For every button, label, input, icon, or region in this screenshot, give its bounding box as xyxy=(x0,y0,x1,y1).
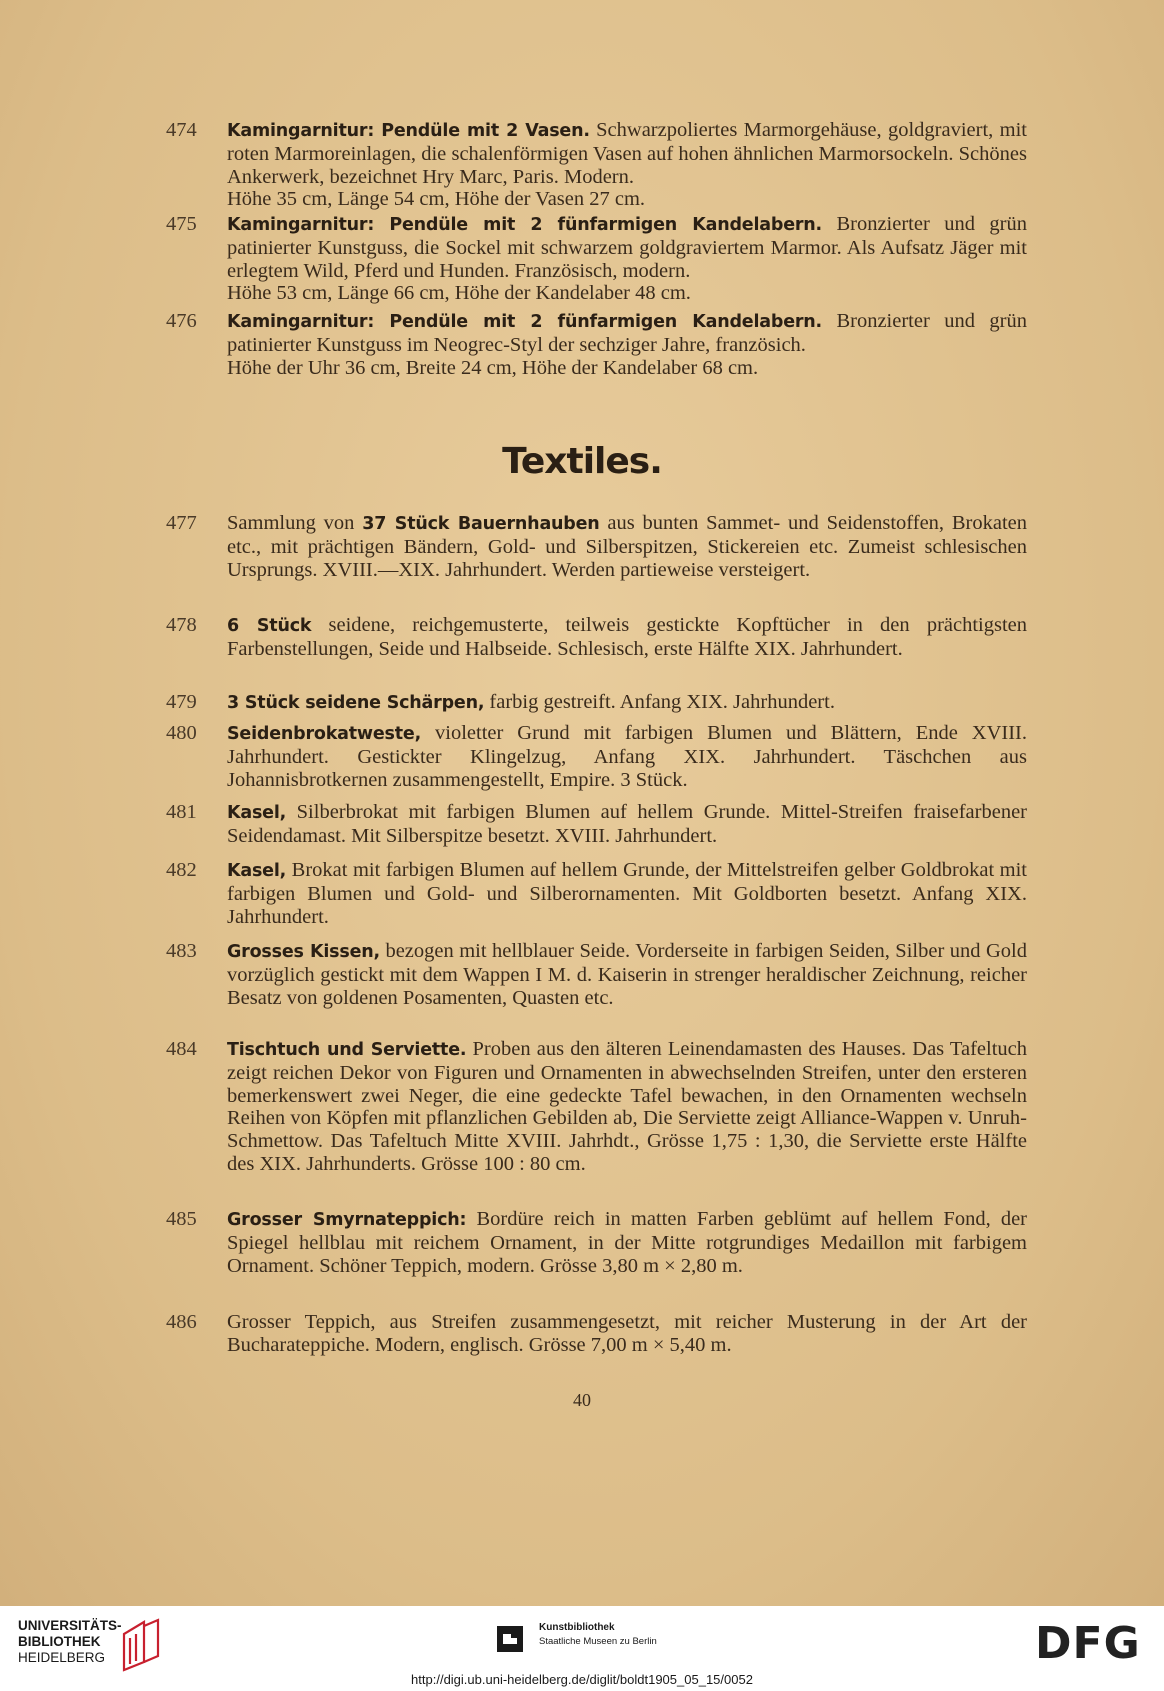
entry-number: 484 xyxy=(166,1038,197,1060)
entry-lead: Seidenbrokatweste, xyxy=(227,724,422,744)
entry-text: Bordüre reich in matten Farben geblümt auf hellem Fond, der Spiegel hellblau mit reichem Ornament, in der Mitte rotgrundiges Medaillon mit farbigem Ornament. Schöner Teppich, modern. Grösse 3,80 m × 2,80 m. xyxy=(227,1208,1028,1277)
entry-text: aus bunten Sammet- und Seidenstoffen, Brokaten etc., mit prächtigen Bändern, Gold- und Silberspitzen, Stickereien etc. Zumeist schlesischen Ursprungs. XVIII.—XIX. Jahrhundert. Werden partieweise versteigert. xyxy=(227,512,1028,581)
catalog-entry xyxy=(166,859,1028,928)
entry-number: 478 xyxy=(166,614,197,636)
catalog-entry xyxy=(166,1038,1028,1176)
digitization-footer xyxy=(0,1606,1164,1691)
catalog-entry xyxy=(166,1208,1028,1277)
entry-dimensions: Höhe der Uhr 36 cm, Breite 24 cm, Höhe der Kandelaber 68 cm. xyxy=(227,356,759,379)
entry-number: 481 xyxy=(166,801,197,823)
entry-number: 482 xyxy=(166,859,197,881)
page-number: 40 xyxy=(573,1390,591,1410)
catalog-entry xyxy=(166,801,1028,848)
entry-lead: Grosser Smyrnateppich: xyxy=(227,1210,467,1230)
source-url[interactable]: http://digi.ub.uni-heidelberg.de/diglit/boldt1905_05_15/0052 xyxy=(411,1672,753,1687)
museum-name-line: Kunstbibliothek xyxy=(539,1622,615,1633)
museum-logo-icon xyxy=(497,1626,523,1652)
entry-number: 483 xyxy=(166,940,197,962)
entry-text: Brokat mit farbigen Blumen auf hellem Grunde, der Mittelstreifen gelber Goldbrokat mit farbigen Blumen und Gold- und Silberornamenten. Mit Goldborten besetzt. Anfang XIX. Jahrhundert. xyxy=(227,859,1028,928)
entry-lead: Kamingarnitur: Pendüle mit 2 fünfarmigen Kandelabern. xyxy=(227,312,822,332)
section-heading: Textiles. xyxy=(502,441,662,482)
entry-number: 477 xyxy=(166,512,197,534)
entry-text: Bronzierter und grün patinierter Kunstguss, die Sockel mit schwarzem goldgraviertem Marmor. Als Aufsatz Jäger mit erlegtem Wild, Pferd und Hunden. Französisch, modern. xyxy=(227,213,1028,282)
entry-lead: 6 Stück xyxy=(227,616,312,636)
entry-lead: Grosses Kissen, xyxy=(227,942,380,962)
catalog-entry xyxy=(166,119,1027,211)
catalog-entry xyxy=(166,722,1028,791)
entry-lead: Tischtuch und Serviette. xyxy=(227,1040,467,1060)
catalog-entry xyxy=(166,691,1027,715)
entry-number: 476 xyxy=(166,310,197,332)
dfg-logo: DFG xyxy=(1035,1618,1141,1669)
museum-name-line: Staatliche Museen zu Berlin xyxy=(539,1636,657,1647)
entry-text: Bronzierter und grün patinierter Kunstguss im Neogrec-Styl der sechziger Jahre, französich. xyxy=(227,310,1028,356)
catalog-entry xyxy=(166,614,1028,661)
entry-pretext: Sammlung von xyxy=(227,512,355,534)
entry-number: 475 xyxy=(166,213,197,235)
entry-text: bezogen mit hellblauer Seide. Vorderseite in farbigen Seiden, Silber und Gold vorzüglich gestickt mit dem Wappen I M. d. Kaiserin in strenger heraldischer Zeichnung, reicher Besatz von goldenen Posamenten, Quasten etc. xyxy=(227,940,1027,1009)
entry-text: Silberbrokat mit farbigen Blumen auf hellem Grunde. Mittel-Streifen fraisefarbener Seidendamast. Mit Silberspitze besetzt. XVIII. Jahrhundert. xyxy=(227,801,1028,847)
library-name xyxy=(18,1618,122,1666)
entry-lead: Kamingarnitur: Pendüle mit 2 Vasen. xyxy=(227,121,590,141)
entry-number: 480 xyxy=(166,722,197,744)
entry-text: Grosser Teppich, aus Streifen zusammengesetzt, mit reicher Musterung in der Art der Bucharateppiche. Modern, englisch. Grösse 7,00 m × 5,40 m. xyxy=(227,1311,1027,1356)
library-name-line: BIBLIOTHEK xyxy=(18,1634,101,1649)
museum-name xyxy=(539,1621,657,1649)
entry-lead: Kasel, xyxy=(227,803,287,823)
entry-number: 485 xyxy=(166,1208,197,1230)
catalog-entry xyxy=(166,310,1028,379)
entry-text: Proben aus den älteren Leinendamasten des Hauses. Das Tafeltuch zeigt reichen Dekor von Figuren und Ornamenten in abwechselnden Streifen, unter den ersteren bemerkenswert zwei Neger, die eine gedeckte Tafel bewachen, in den Ornamenten wechseln Reihen von Köpfen mit pflanzlichen Gebilden ab, Die Serviette zeigt Alliance-Wappen v. Unruh-Schmettow. Das Tafeltuch Mitte XVIII. Jahrhdt., Grösse 1,75 : 1,30, die Serviette erste Hälfte des XIX. Jahrhunderts. Grösse 100 : 80 cm. xyxy=(227,1038,1028,1175)
library-name-line: UNIVERSITÄTS- xyxy=(18,1618,122,1633)
entry-lead: Kasel, xyxy=(227,861,287,881)
entry-text: farbig gestreift. Anfang XIX. Jahrhundert. xyxy=(489,691,835,713)
entry-dimensions: Höhe 53 cm, Länge 66 cm, Höhe der Kandelaber 48 cm. xyxy=(227,282,691,305)
entry-number: 474 xyxy=(166,119,197,141)
entry-text: violetter Grund mit farbigen Blumen und Blättern, Ende XVIII. Jahrhundert. Gestickter Klingelzug, Anfang XIX. Jahrhundert. Täschchen aus Johannisbrotkernen zusammengestellt, Empire. 3 Stück. xyxy=(227,722,1028,791)
entry-number: 479 xyxy=(166,691,197,713)
catalog-entry xyxy=(166,213,1028,305)
entry-lead: Kamingarnitur: Pendüle mit 2 fünfarmigen Kandelabern. xyxy=(227,215,822,235)
entry-lead: 3 Stück seidene Schärpen, xyxy=(227,693,485,713)
entry-text: seidene, reichgemusterte, teilweis gestickte Kopftücher in den prächtigsten Farbenstellungen, Seide und Halbseide. Schlesisch, erste Hälfte XIX. Jahrhundert. xyxy=(227,614,1028,660)
entry-number: 486 xyxy=(166,1311,197,1333)
entry-lead: 37 Stück Bauernhauben xyxy=(362,514,600,534)
library-name-line: HEIDELBERG xyxy=(18,1650,106,1665)
catalog-entry xyxy=(166,1311,1027,1357)
entry-text: Schwarzpoliertes Marmorgehäuse, goldgraviert, mit roten Marmoreinlagen, die schalenförmigen Vasen auf hohen ähnlichen Marmorsockeln. Schönes Ankerwerk, bezeichnet Hry Marc, Paris. Modern. xyxy=(227,119,1027,188)
university-library-logo-icon xyxy=(118,1616,162,1672)
entry-dimensions: Höhe 35 cm, Länge 54 cm, Höhe der Vasen 27 cm. xyxy=(227,188,646,211)
catalog-entry xyxy=(166,940,1027,1009)
catalog-entry xyxy=(166,512,1028,581)
